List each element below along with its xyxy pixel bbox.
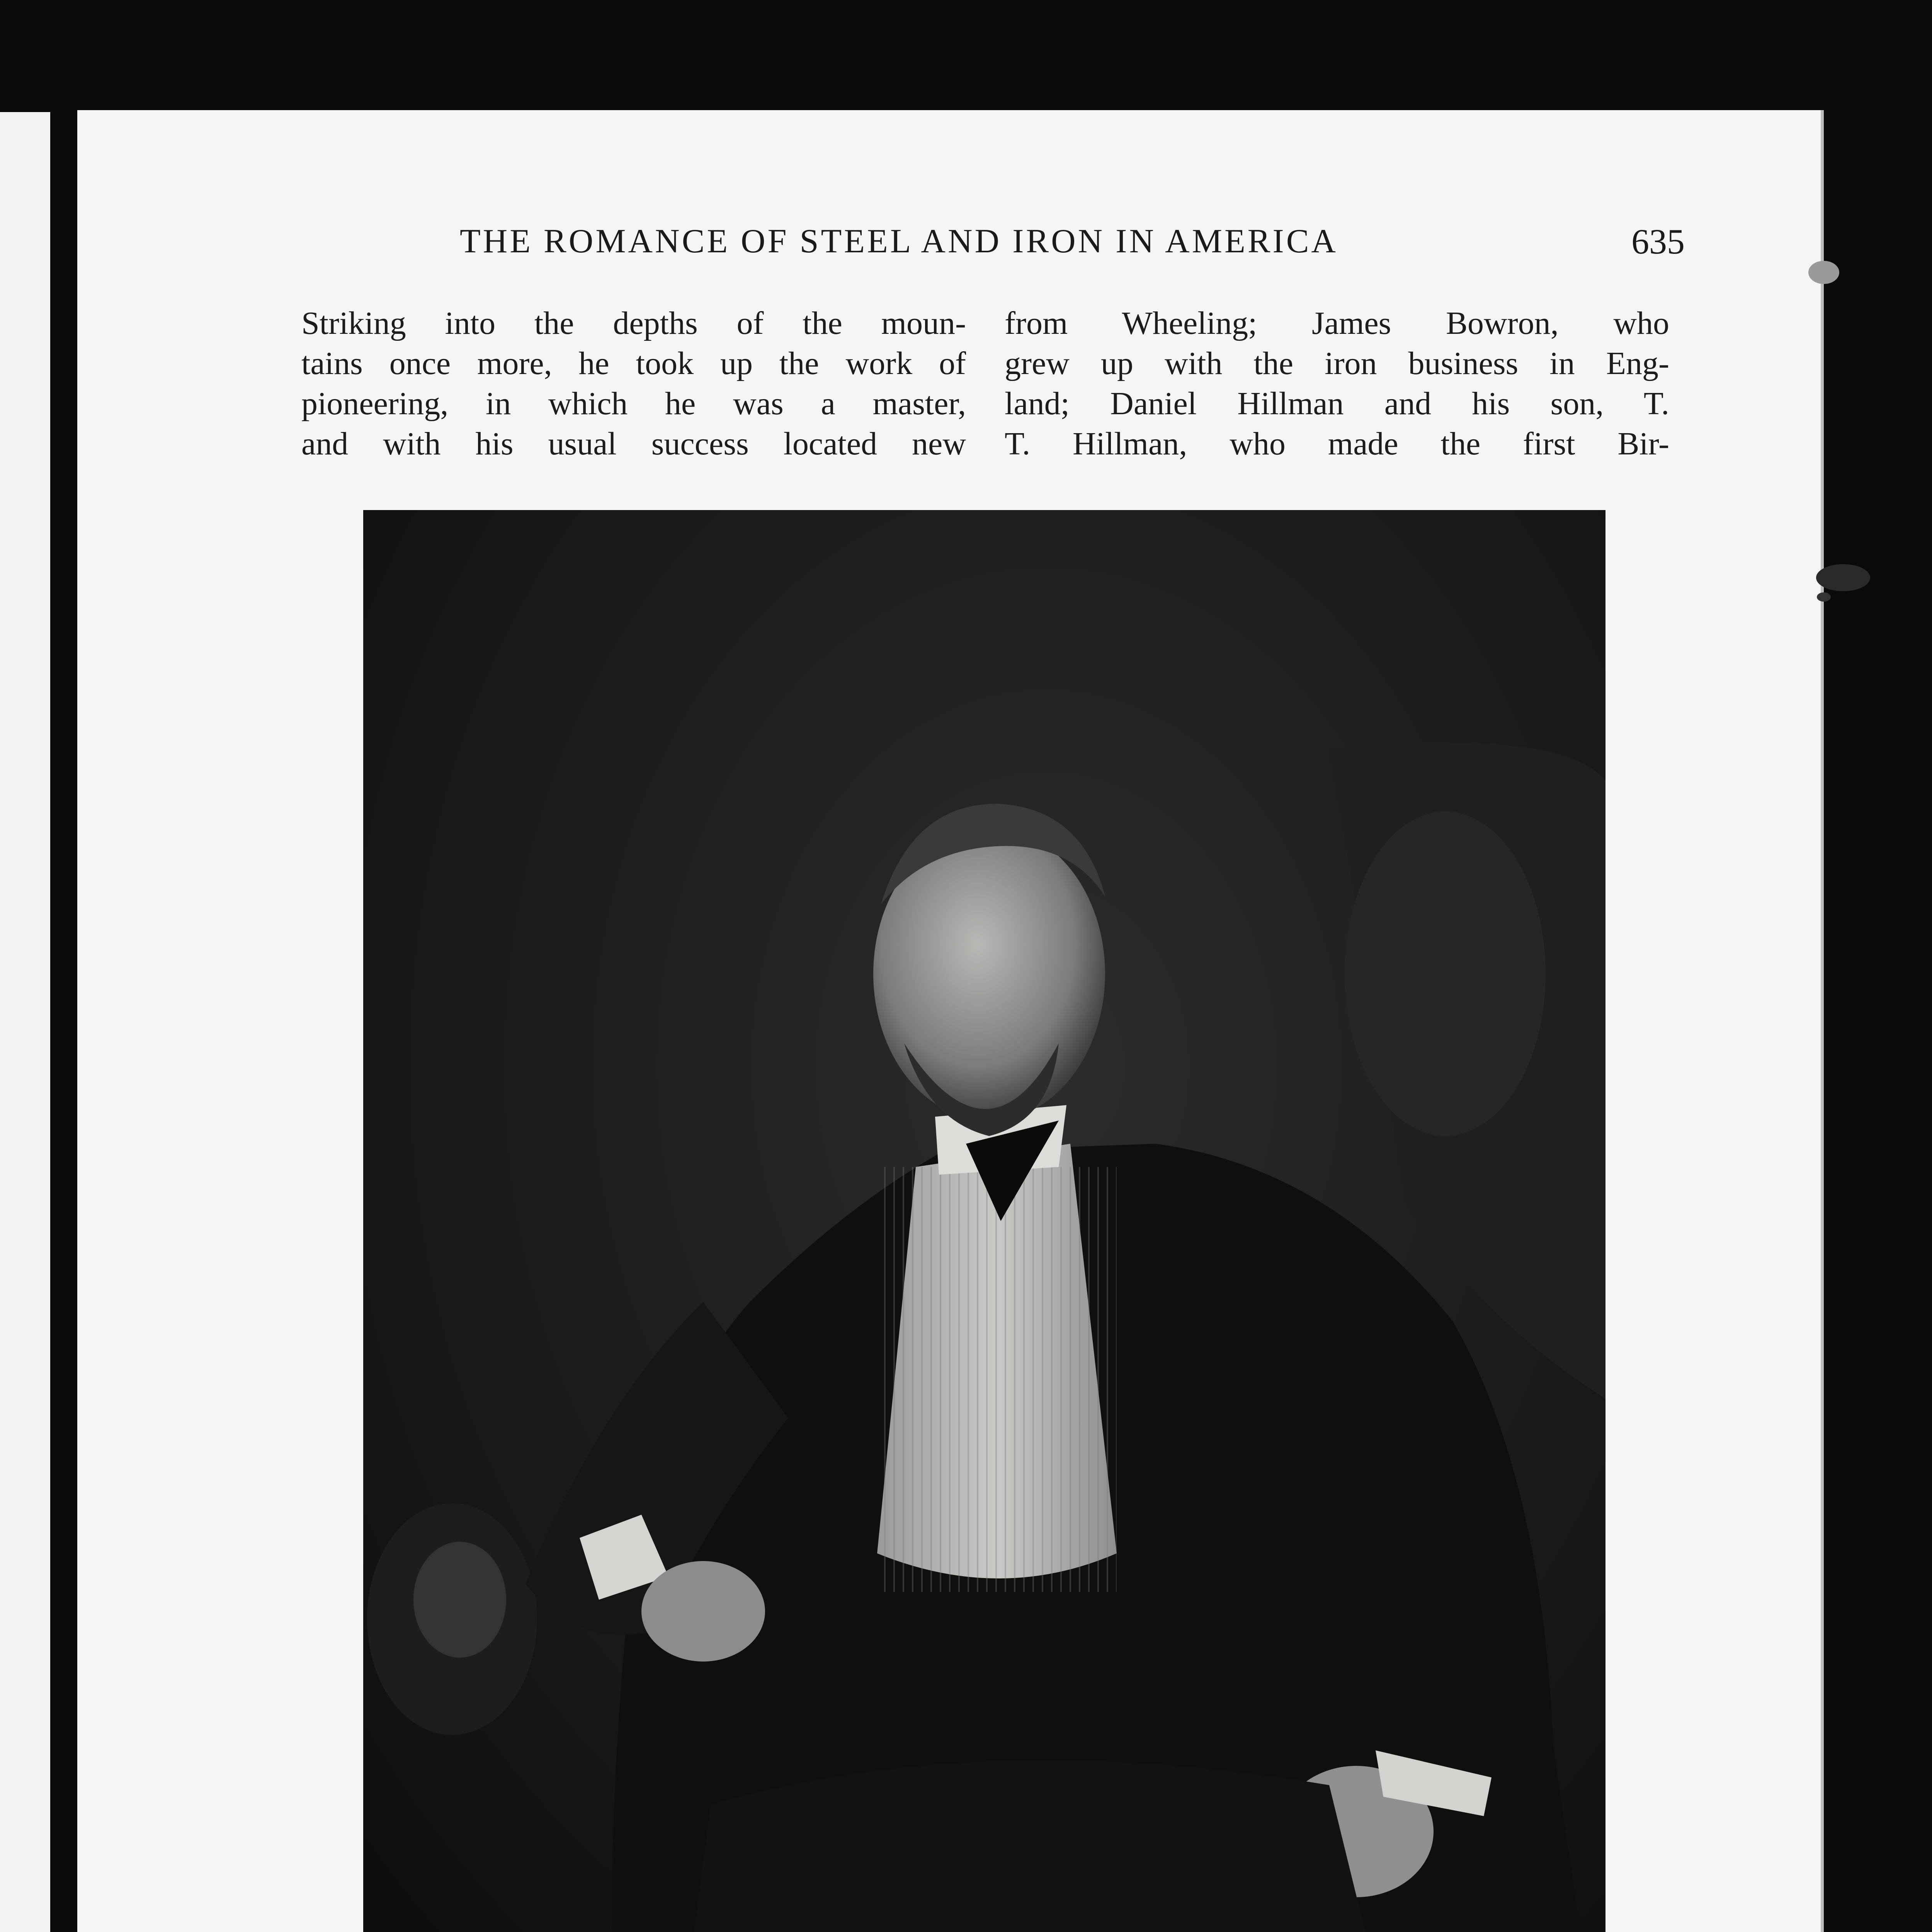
portrait-illustration (363, 510, 1605, 1932)
running-head: THE ROMANCE OF STEEL AND IRON IN AMERICA (460, 223, 1338, 260)
top-right-column (1005, 303, 1669, 464)
text-line: grew up with the iron business in Eng- (1005, 345, 1669, 381)
magazine-page (77, 110, 1824, 1932)
text-line: land; Daniel Hillman and his son, T. (1005, 386, 1669, 422)
portrait-photograph (363, 510, 1605, 1932)
text-line: tains once more, he took up the work of (301, 345, 966, 381)
scan-margin (50, 108, 77, 1932)
text-line: and with his usual success located new (301, 426, 966, 462)
text-line: T. Hillman, who made the first Bir- (1005, 426, 1669, 462)
adjacent-page-edge (0, 112, 50, 1932)
text-line: pioneering, in which he was a master, (301, 386, 966, 422)
page-number: 635 (1631, 222, 1685, 261)
text-line: from Wheeling; James Bowron, who (1005, 305, 1669, 341)
top-left-column (301, 303, 966, 464)
scan-specks (1801, 238, 1901, 624)
text-line: Striking into the depths of the moun- (301, 305, 966, 341)
